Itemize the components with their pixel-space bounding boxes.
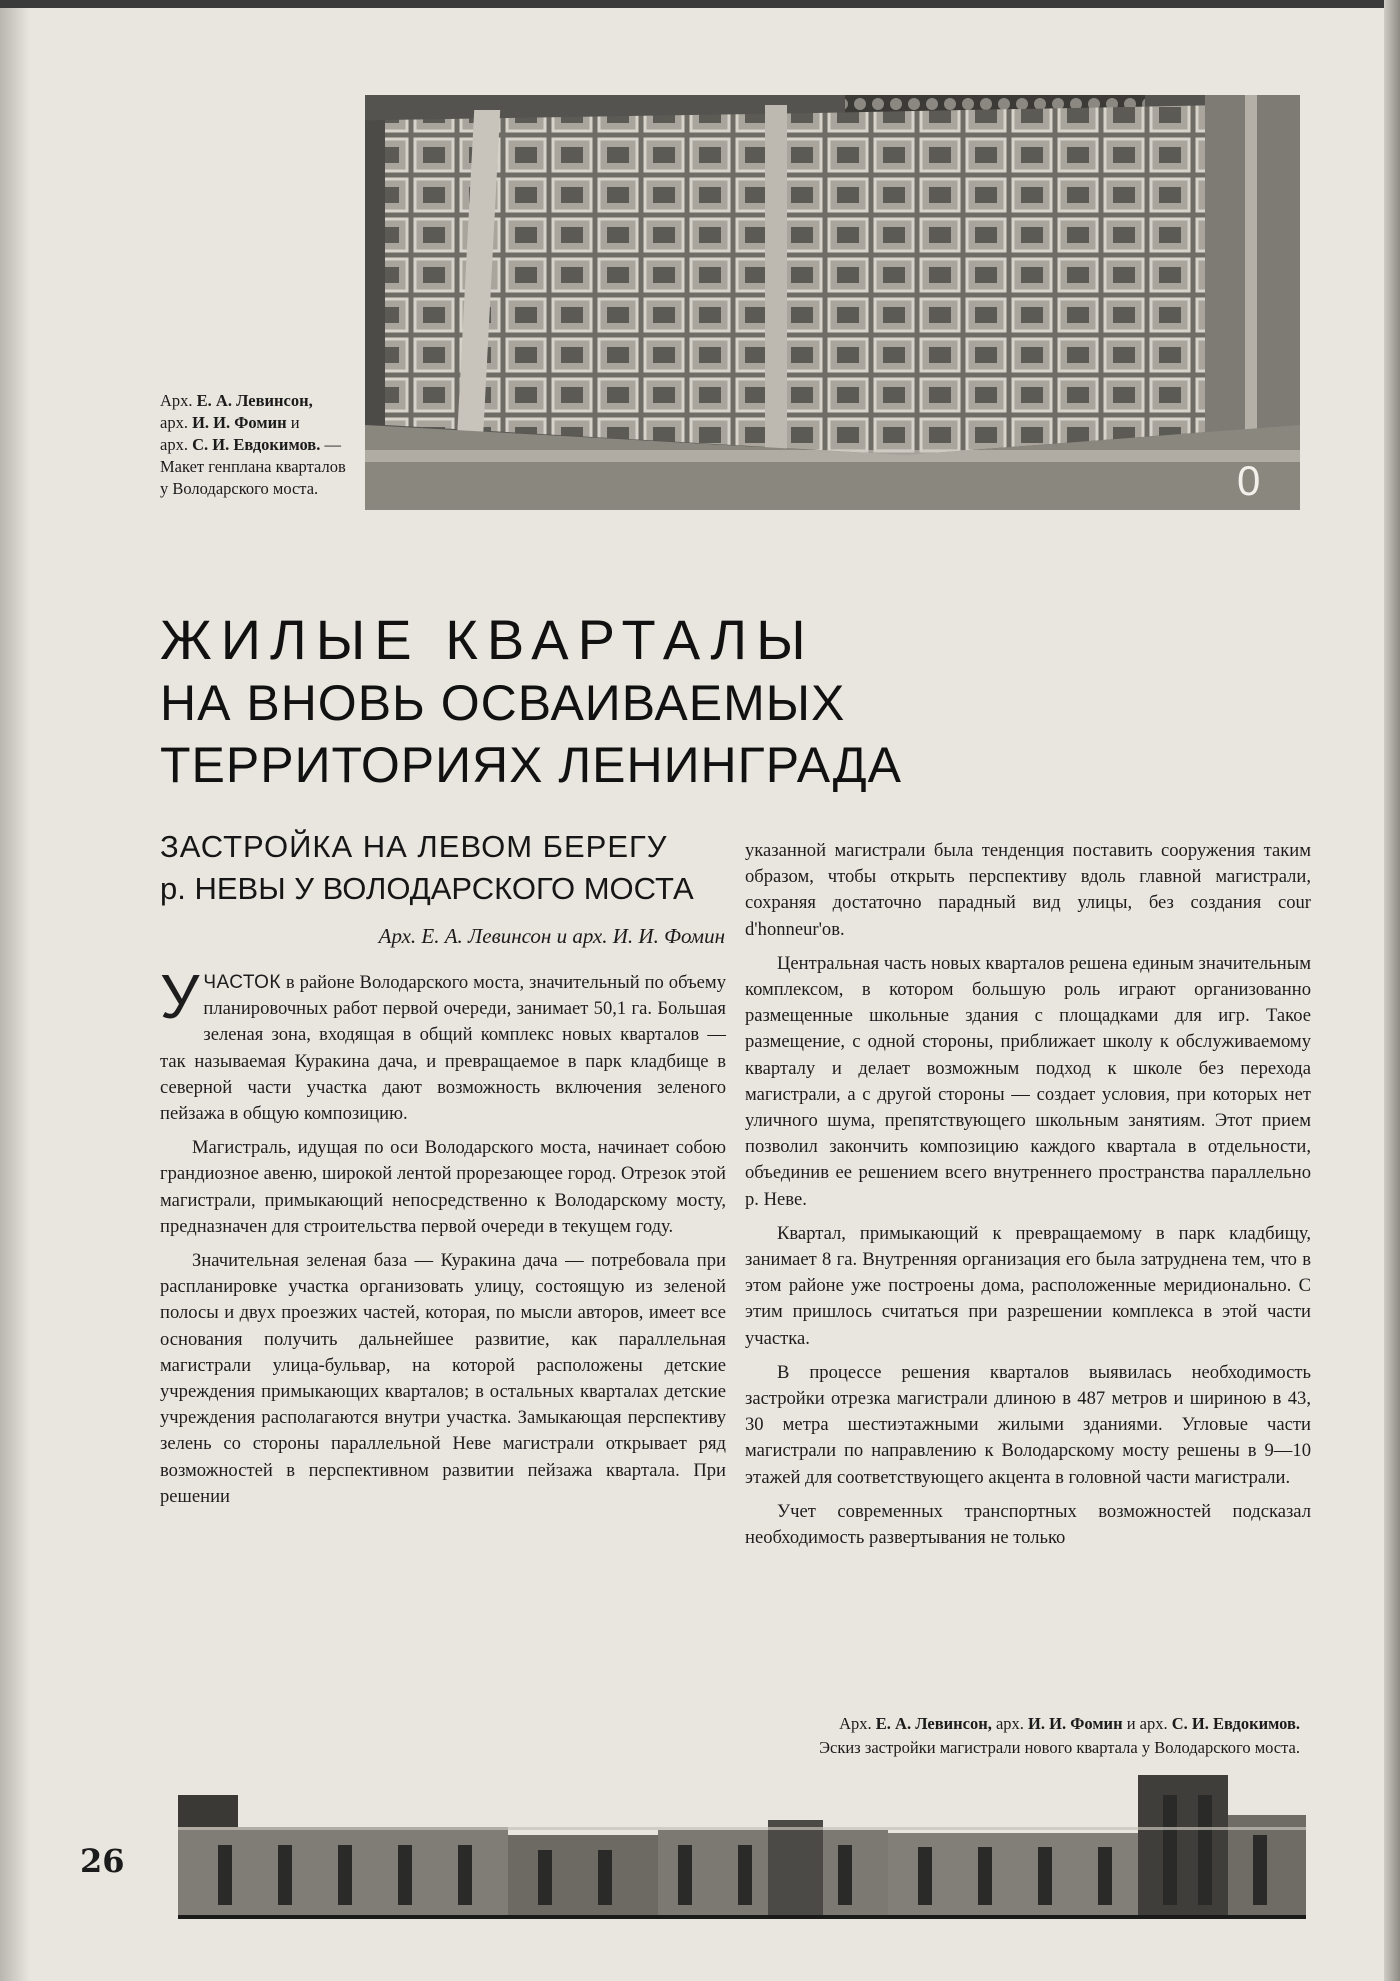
article-title-line: ТЕРРИТОРИЯХ ЛЕНИНГРАДА — [160, 737, 902, 793]
article-subtitle — [160, 826, 720, 910]
architect-name: И. И. Фомин — [192, 413, 287, 432]
article-title-line: НА ВНОВЬ ОСВАИВАЕМЫХ — [160, 675, 846, 731]
article-subtitle-line: ЗАСТРОЙКА НА ЛЕВОМ БЕРЕГУ — [160, 829, 668, 864]
page-number: 26 — [80, 1842, 125, 1880]
page-top-edge — [0, 0, 1400, 8]
photo-marker: 0 — [1237, 457, 1261, 504]
model-photo — [365, 95, 1300, 510]
architect-name: С. И. Евдокимов. — [192, 435, 321, 454]
caption-description: Эскиз застройки магистрали нового квартала у Володарского моста. — [819, 1738, 1300, 1757]
paragraph: В процессе решения кварталов выявилась необходимость застройки отрезка магистрали длиною в 487 метров и шириною в 43, 30 метра шестиэтажными жилыми зданиями. Угловые части магистрали по направлению к Володарскому мосту решены в 9—10 этажей для соответствующего акцента в головной части магистрали. — [745, 1361, 1311, 1488]
paragraph: Учет современных транспортных возможностей подсказал необходимость развертывания не только — [745, 1500, 1311, 1549]
paragraph: УЧАСТОК в районе Володарского моста, значительный по объему планировочных работ первой очереди, занимает 50,1 га. Большая зеленая зона, входящая в общий комплекс новых кварталов — так называемая Куракина дача, и превращаемое в парк кладбище в северной части участка дают возможность включения зеленого пейзажа в общую композицию. — [160, 963, 726, 1125]
article-title-line: ЖИЛЫЕ КВАРТАЛЫ — [160, 608, 815, 671]
paragraph: Квартал, примыкающий к превращаемому в парк кладбищу, занимает 8 га. Внутренняя организация его была затруднена тем, что в этом районе уже построены дома, расположенные меридионально. С этим пришлось считаться при разрешении комплекса в этой части участка. — [745, 1222, 1311, 1349]
paragraph: Значительная зеленая база — Куракина дача — потребовала при распланировке участка организовать улицу, состоящую из зеленой полосы и двух проезжих частей, которая, по мысли авторов, имеет все основания получить дальнейшее развитие, как параллельная магистрали улица-бульвар, на которой расположены детские учреждения примыкающих кварталов; в остальных кварталах детские учреждения располагаются внутри участка. Замыкающая перспективу зелень со стороны параллельной Неве магистрали открывает ряд возможностей в перспективном развитии пейзажа квартала. При решении — [160, 1250, 726, 1507]
text-column-left — [160, 963, 726, 1518]
paragraph: Центральная часть новых кварталов решена единым значительным комплексом, в котором большую роль играют организованно размещенные школьные здания с площадками для игр. Такое размещение, с одной стороны, приближает школу к обслуживаемому кварталу и делает возможным подход к школе без перехода магистрали, а с другой стороны — создает условия, при которых нет уличного шума, препятствующего школьным занятиям. Этот прием позволил закончить композицию каждого квартала в отдельности, объединив ее решением всего внутреннего пространства параллельно р. Неве. — [745, 952, 1311, 1210]
architect-name: Е. А. Левинсон, — [875, 1714, 992, 1733]
street-elevation-image — [178, 1765, 1306, 1925]
article-authors: Арх. Е. А. Левинсон и арх. И. И. Фомин — [378, 924, 725, 948]
architect-name: Е. А. Левинсон, — [196, 391, 313, 410]
caption-description: у Володарского моста. — [160, 479, 319, 498]
architect-name: И. И. Фомин — [1028, 1714, 1123, 1733]
street-elevation-drawing — [178, 1765, 1306, 1925]
article-subtitle-line: р. НЕВЫ У ВОЛОДАРСКОГО МОСТА — [160, 871, 694, 906]
page-gutter-shadow — [0, 0, 30, 1981]
paragraph: указанной магистрали была тенденция поставить сооружения таким образом, чтобы открыть перспективу вдоль главной магистрали, сохраняя достаточно парадный вид улицы, без создания cour d'honneur'ов. — [745, 840, 1311, 940]
model-photo-image — [365, 95, 1300, 510]
text-column-right — [745, 838, 1311, 1559]
drop-cap: У — [160, 963, 200, 1032]
elevation-caption: Арх. Е. А. Левинсон, арх. И. И. Фомин и арх. С. И. Евдокимов. Эскиз застройки магистрали нового квартала у Володарского моста. — [600, 1712, 1300, 1760]
paragraph: Магистраль, идущая по оси Володарского моста, начинает собою грандиозное авеню, широкой лентой прорезающее город. Отрезок этой магистрали, примыкающий непосредственно к Володарскому мосту, предназначен для строительства первой очереди в текущем году. — [160, 1137, 726, 1237]
architect-name: С. И. Евдокимов. — [1171, 1714, 1300, 1733]
page-right-edge — [1384, 0, 1400, 1981]
caption-description: Макет генплана кварталов — [160, 457, 346, 476]
photo-caption: Арх. Е. А. Левинсон, арх. И. И. Фомин и арх. С. И. Евдокимов. — Макет генплана кварталов у Володарского моста. — [160, 390, 390, 500]
article-title — [160, 608, 902, 796]
